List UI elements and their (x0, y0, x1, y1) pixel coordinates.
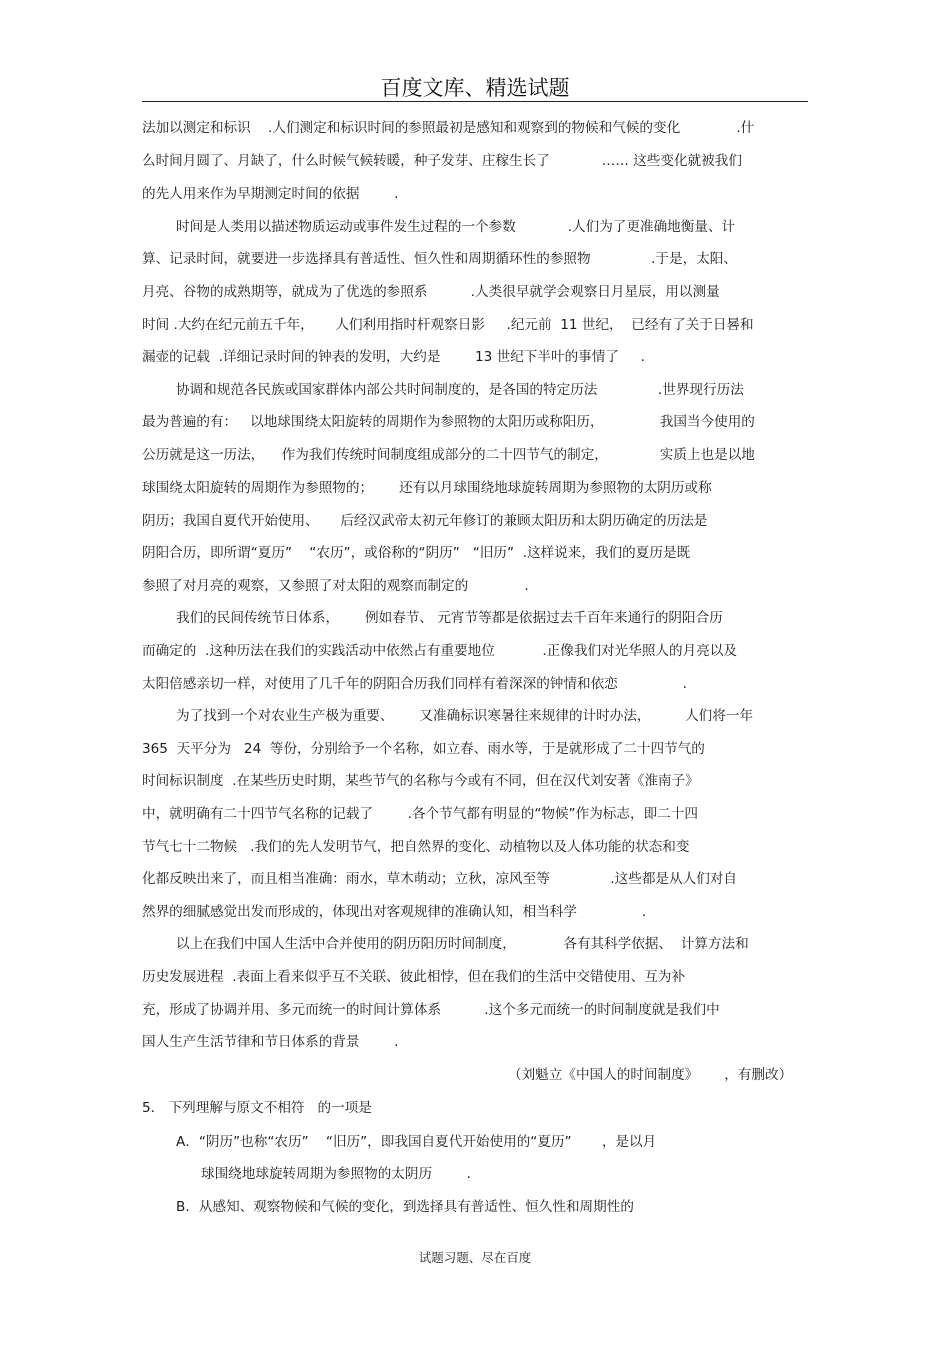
paragraph-line: 然界的细腻感觉出发而形成的，体现出对客观规律的准确认知，相当科学 . (142, 904, 647, 920)
paragraph-line: 公历就是这一历法， 作为我们传统时间制度组成部分的二十四节气的制定， 实质上也是以地 (142, 447, 755, 463)
paragraph-line: 国人生产生活节律和节日体系的背景 . (142, 1034, 399, 1050)
paragraph-line: 以上在我们中国人生活中合并使用的阴历阳历时间制度， 各有其科学依据、 计算方法和 (176, 936, 749, 952)
paragraph-line: 历史发展进程 .表面上看来似乎互不关联、彼此相悖，但在我们的生活中交错使用、互为补 (142, 969, 686, 985)
paragraph-line: 阴阳合历，即所谓“夏历” “农历”，或俗称的“阴历” “旧历” .这样说来，我们的夏历是既 (142, 545, 691, 561)
paragraph-line: 节气七十二物候 .我们的先人发明节气，把自然界的变化、动植物以及人体功能的状态和变 (142, 839, 690, 855)
paragraph-line: 太阳倍感亲切一样，对使用了几千年的阴阳合历我们同样有着深深的钟情和依恋 . (142, 676, 687, 692)
paragraph-line: 协调和规范各民族或国家群体内部公共时间制度的，是各国的特定历法 .世界现行历法 (176, 382, 744, 398)
paragraph-line: 中，就明确有二十四节气名称的记载了 .各个节气都有明显的“物候”作为标志，即二十四 (142, 806, 698, 822)
page-header-title: 百度文库、精选试题 (380, 76, 570, 100)
paragraph-line: 阴历；我国自夏代开始使用、 后经汉武帝太初元年修订的兼顾太阳历和太阴历确定的历法是 (142, 513, 708, 529)
paragraph-line: 球围绕太阳旋转的周期作为参照物的； 还有以月球围绕地球旋转周期为参照物的太阴历或称 (142, 480, 712, 496)
paragraph-line: 月亮、谷物的成熟期等，就成为了优选的参照系 .人类很早就学会观察日月星辰，用以测量 (142, 284, 720, 300)
header-divider (142, 101, 808, 102)
paragraph-line: 充，形成了协调并用、多元而统一的时间计算体系 .这个多元而统一的时间制度就是我们中 (142, 1002, 720, 1018)
paragraph-line: 365 天平分为 24 等份，分别给予一个名称，如立春、雨水等，于是就形成了二十四节气的 (142, 741, 705, 757)
paragraph-line: 法加以测定和标识 .人们测定和标识时间的参照最初是感知和观察到的物候和气候的变化 .什 (142, 120, 755, 136)
option-b-line-1: B．从感知、观察物候和气候的变化，到选择具有普适性、恒久性和周期性的 (176, 1199, 634, 1215)
question-stem: 5． 下列理解与原文不相符 的一项是 (142, 1100, 372, 1116)
option-a-line-1: A．“阴历”也称“农历” “旧历”，即我国自夏代开始使用的“夏历” ，是以月 (176, 1134, 657, 1150)
option-a-line-2: 球围绕地球旋转周期为参照物的太阴历 . (201, 1166, 471, 1182)
source-citation: （刘魁立《中国人的时间制度》 ，有删改） (508, 1067, 793, 1083)
paragraph-line: 么时间月圆了、月缺了，什么时候气候转暖，种子发芽、庄稼生长了 …… 这些变化就被我们 (142, 153, 742, 169)
page-footer: 试题习题、尽在百度 (418, 1250, 532, 1265)
paragraph-line: 参照了对月亮的观察，又参照了对太阳的观察而制定的 . (142, 578, 529, 594)
paragraph-line: 最为普遍的有： 以地球围绕太阳旋转的周期作为参照物的太阳历或称阳历， 我国当今使用的 (142, 414, 755, 430)
paragraph-line: 而确定的 .这种历法在我们的实践活动中依然占有重要地位 .正像我们对光华照人的月亮以及 (142, 643, 737, 659)
paragraph-line: 算、记录时间，就要进一步选择具有普适性、恒久性和周期循环性的参照物 .于是，太阳、 (142, 251, 737, 267)
paragraph-line: 时间标识制度 .在某些历史时期，某些节气的名称与今或有不同，但在汉代刘安著《淮南子》 (142, 773, 699, 789)
paragraph-line: 时间是人类用以描述物质运动或事件发生过程的一个参数 .人们为了更准确地衡量、计 (176, 219, 736, 235)
paragraph-line: 化都反映出来了，而且相当准确：雨水，草木萌动；立秋，凉风至等 .这些都是从人们对自 (142, 871, 737, 887)
paragraph-line: 的先人用来作为早期测定时间的依据 . (142, 186, 399, 202)
paragraph-line: 时间 .大约在纪元前五千年， 人们利用指时杆观察日影 .纪元前 11 世纪， 已经有了关于日晷和 (142, 317, 754, 333)
paragraph-line: 漏壶的记载 .详细记录时间的钟表的发明，大约是 13 世纪下半叶的事情了 . (142, 349, 645, 365)
paragraph-line: 为了找到一个对农业生产极为重要、 又准确标识寒暑往来规律的计时办法， 人们将一年 (176, 708, 754, 724)
paragraph-line: 我们的民间传统节日体系， 例如春节、 元宵节等都是依据过去千百年来通行的阴阳合历 (176, 610, 723, 626)
